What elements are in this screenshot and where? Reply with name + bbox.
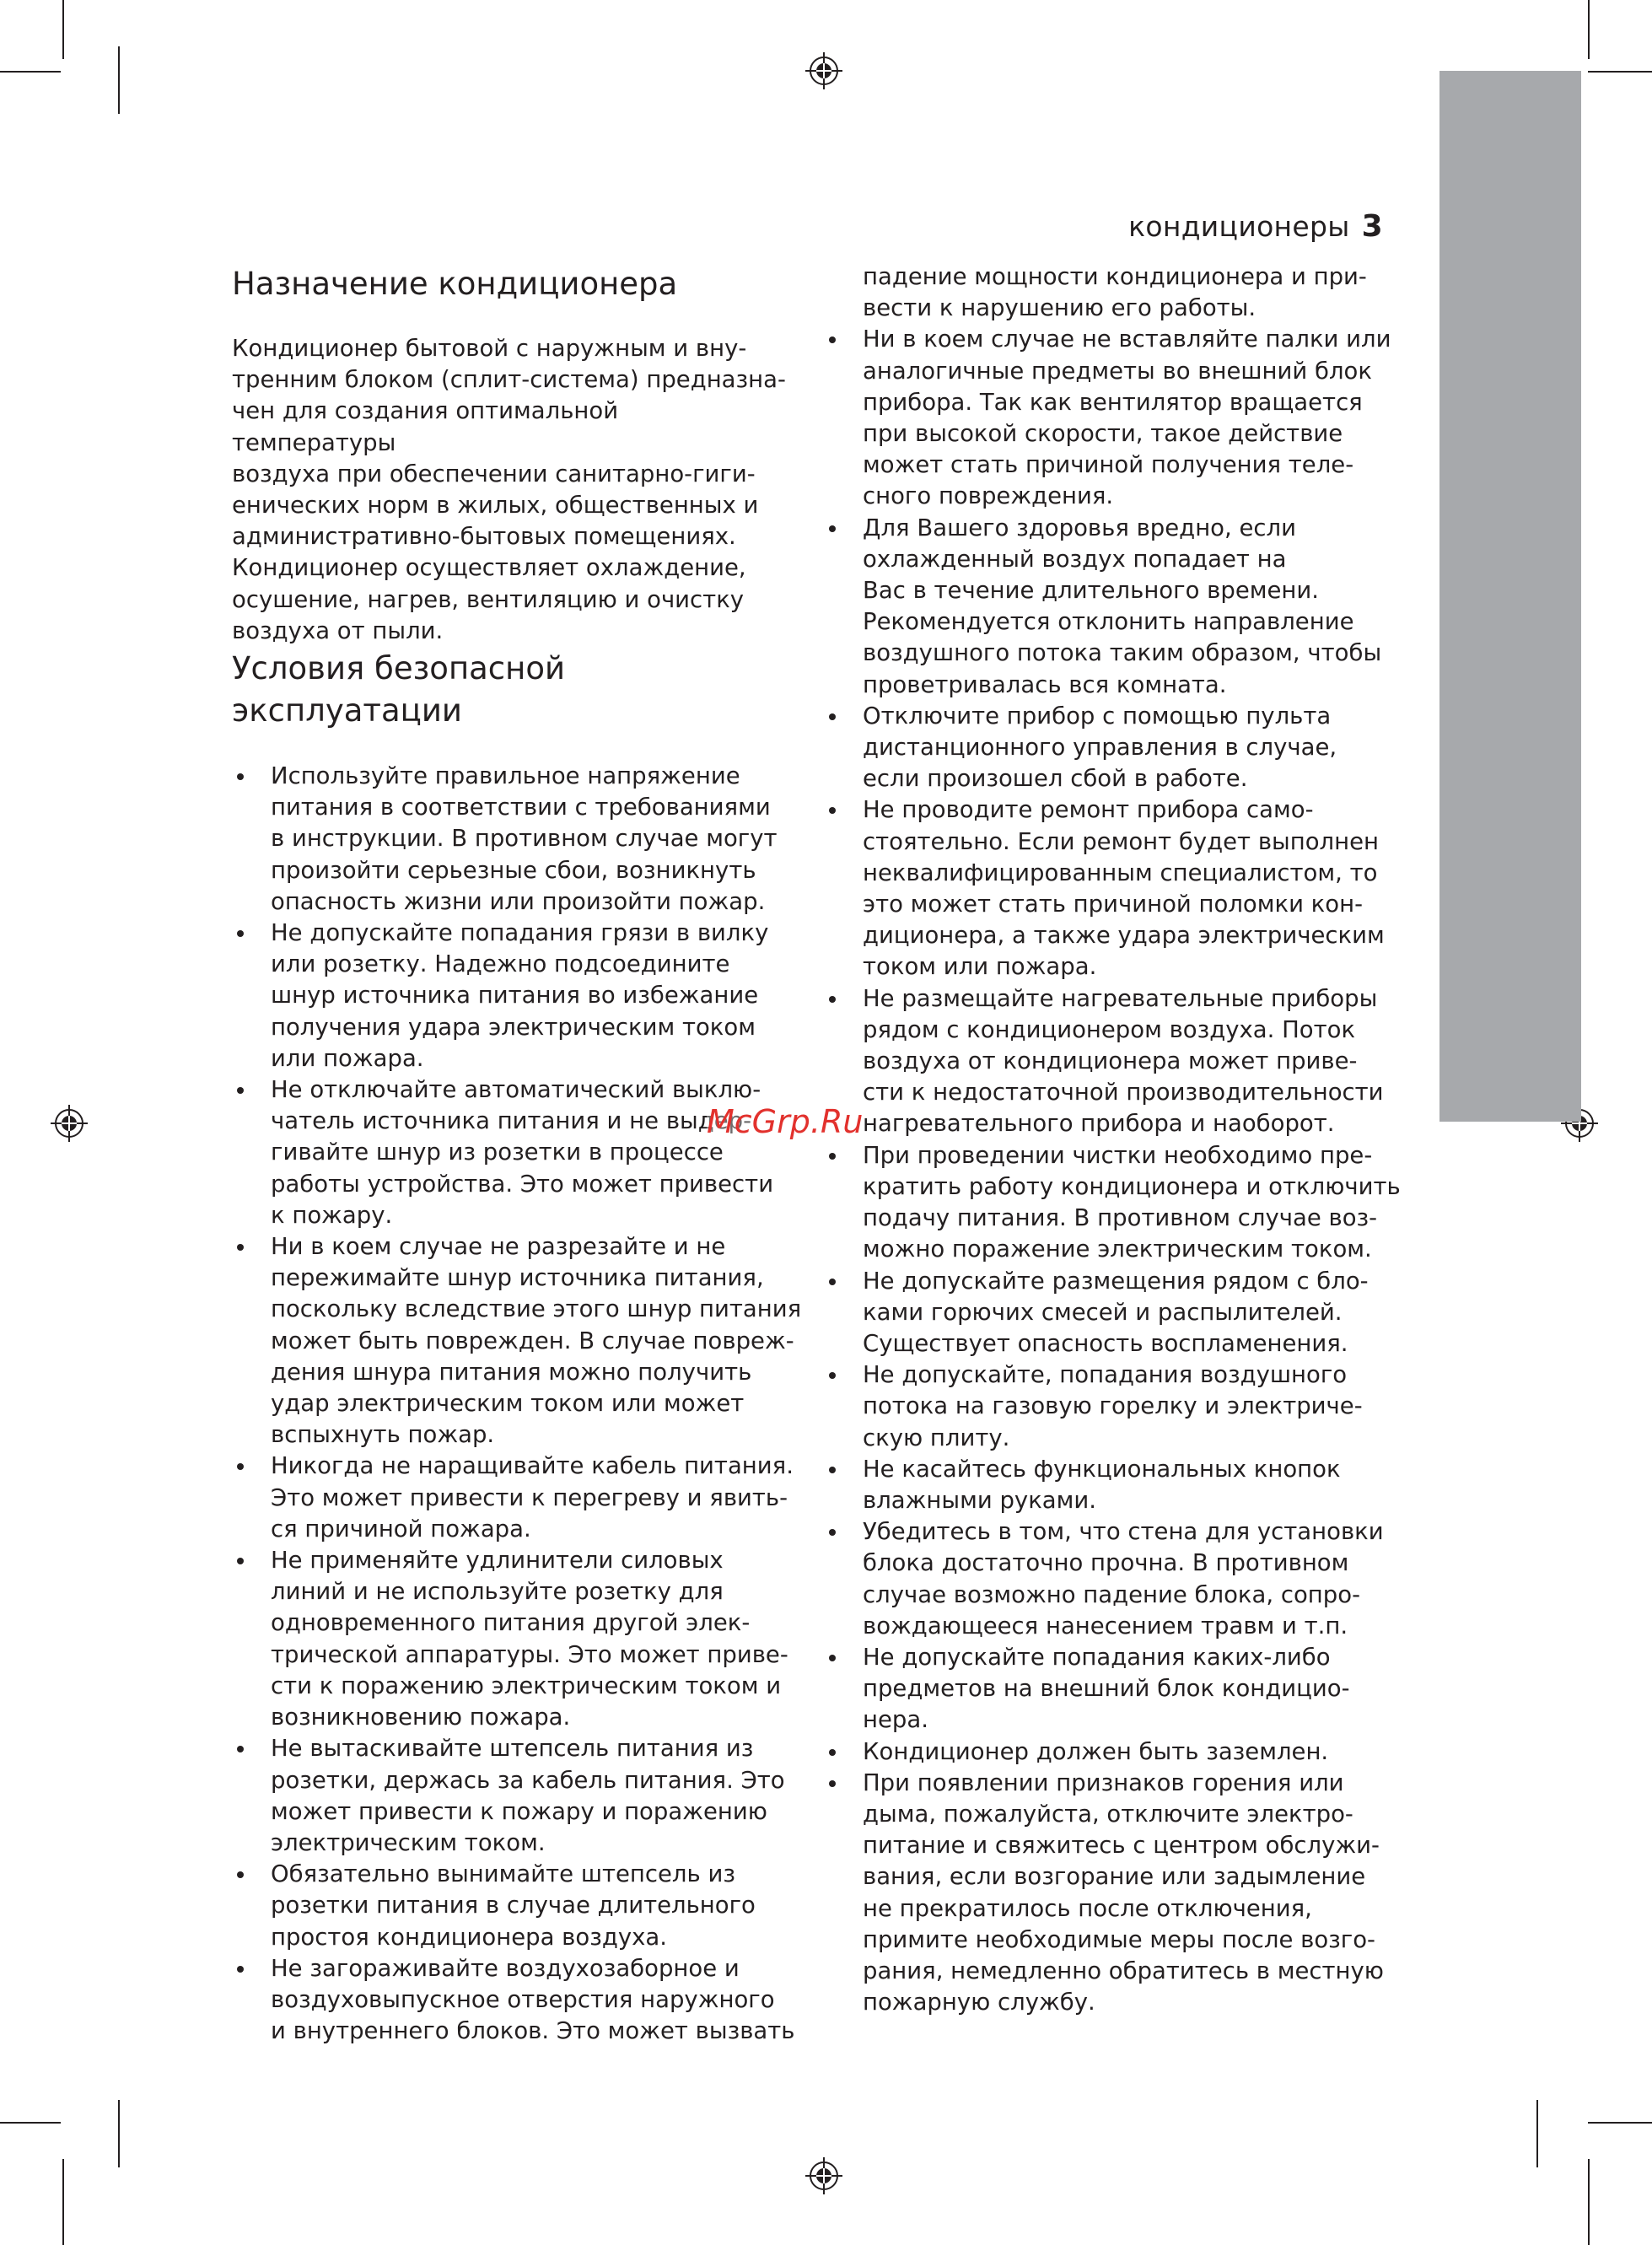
text-line: вания, если возгорание или задымление bbox=[863, 1863, 1366, 1891]
text-line: Не допускайте, попадания воздушного bbox=[863, 1361, 1348, 1389]
text-line: При появлении признаков горения или bbox=[863, 1769, 1344, 1796]
text-line: Кондиционер должен быть заземлен. bbox=[863, 1737, 1329, 1765]
text-line: Не допускайте попадания каких-либо bbox=[863, 1643, 1331, 1671]
text-line: или пожара. bbox=[271, 1044, 424, 1072]
text-line: это может стать причиной поломки кон- bbox=[863, 891, 1364, 918]
section-name: кондиционеры bbox=[1128, 210, 1350, 243]
text-line: воздушного потока таким образом, чтобы bbox=[863, 639, 1382, 667]
text-line: вести к нарушению его работы. bbox=[863, 294, 1256, 322]
text-line: нагревательного прибора и наоборот. bbox=[863, 1110, 1335, 1138]
text-line: воздуха от пыли. bbox=[232, 616, 444, 644]
text-line: дыма, пожалуйста, отключите электро- bbox=[863, 1800, 1353, 1828]
text-line: скую плиту. bbox=[863, 1424, 1010, 1451]
text-line: чатель источника питания и не выдер- bbox=[271, 1107, 752, 1135]
list-item bbox=[824, 1642, 1414, 1736]
list-item bbox=[824, 1359, 1414, 1454]
running-header bbox=[1128, 209, 1383, 244]
text-line: Ни в коем случае не разрезайте и не bbox=[271, 1233, 726, 1261]
crop-mark bbox=[62, 0, 64, 59]
text-line: Отключите прибор с помощью пульта bbox=[863, 702, 1332, 729]
text-line: удар электрическим током или может bbox=[271, 1390, 745, 1418]
crop-mark bbox=[0, 71, 61, 73]
crop-mark bbox=[1588, 71, 1652, 73]
heading-safety-line2: эксплуатации bbox=[232, 692, 462, 729]
text-line: рания, немедленно обратитесь в местную bbox=[863, 1957, 1384, 1984]
list-item-continuation bbox=[824, 261, 1414, 324]
list-item bbox=[232, 1545, 822, 1733]
crop-mark bbox=[1588, 2122, 1652, 2124]
list-item bbox=[232, 1733, 822, 1859]
text-line: питание и свяжитесь с центром обслужи- bbox=[863, 1832, 1380, 1860]
text-line: розетки питания в случае длительного bbox=[271, 1892, 756, 1919]
text-line: Для Вашего здоровья вредно, если bbox=[863, 514, 1296, 541]
text-line: может стать причиной получения теле- bbox=[863, 451, 1354, 479]
safety-list-left bbox=[232, 761, 822, 2047]
crop-mark bbox=[1588, 2159, 1590, 2245]
text-line: сти к недостаточной производительности bbox=[863, 1079, 1384, 1106]
text-line: влажными руками. bbox=[863, 1486, 1097, 1514]
text-line: неквалифицированным специалистом, то bbox=[863, 859, 1378, 886]
heading-purpose: Назначение кондиционера bbox=[232, 266, 678, 302]
list-item bbox=[232, 1953, 822, 2048]
text-line: Не допускайте размещения рядом с бло- bbox=[863, 1267, 1369, 1295]
text-line: предметов на внешний блок кондицио- bbox=[863, 1675, 1350, 1703]
list-item bbox=[824, 1266, 1414, 1360]
list-item bbox=[232, 1074, 822, 1231]
text-line: Вас в течение длительного времени. bbox=[863, 577, 1319, 605]
heading-safety-line1: Условия безопасной bbox=[232, 650, 566, 686]
text-line: Используйте правильное напряжение bbox=[271, 762, 740, 789]
list-item bbox=[824, 794, 1414, 983]
text-line: пережимайте шнур источника питания, bbox=[271, 1264, 764, 1292]
text-line: потока на газовую горелку и электриче- bbox=[863, 1392, 1363, 1420]
text-line: Рекомендуется отклонить направление bbox=[863, 608, 1354, 636]
safety-list-right bbox=[824, 261, 1414, 2018]
list-item bbox=[824, 1736, 1414, 1768]
text-line: ками горючих смесей и распылителей. bbox=[863, 1298, 1343, 1326]
list-item bbox=[824, 1516, 1414, 1642]
text-line: воздуховыпускное отверстия наружного bbox=[271, 1985, 775, 2013]
text-line: сти к поражению электрическим током и bbox=[271, 1672, 782, 1699]
crop-mark bbox=[118, 2100, 120, 2167]
text-line: гивайте шнур из розетки в процессе bbox=[271, 1139, 724, 1166]
text-line: к пожару. bbox=[271, 1201, 393, 1229]
section-thumb-tab bbox=[1439, 71, 1581, 1122]
text-line: тренним блоком (сплит-система) предназна- bbox=[232, 366, 786, 394]
text-line: Ни в коем случае не вставляйте палки или bbox=[863, 326, 1391, 353]
text-line: Обязательно вынимайте штепсель из bbox=[271, 1860, 735, 1888]
text-line: простоя кондиционера воздуха. bbox=[271, 1923, 667, 1951]
text-line: Это может привести к перегреву и явить- bbox=[271, 1483, 788, 1511]
crop-mark bbox=[62, 2159, 64, 2245]
text-line: Существует опасность воспламенения. bbox=[863, 1329, 1348, 1357]
text-line: воздуха при обеспечении санитарно-гиги- bbox=[232, 460, 756, 487]
page-number: 3 bbox=[1361, 209, 1383, 244]
text-line: одновременного питания другой элек- bbox=[271, 1609, 751, 1637]
text-line: можно поражение электрическим током. bbox=[863, 1236, 1372, 1263]
text-line: стоятельно. Если ремонт будет выполнен bbox=[863, 827, 1379, 855]
list-item bbox=[824, 513, 1414, 701]
text-line: не прекратилось после отключения, bbox=[863, 1894, 1312, 1922]
text-line: работы устройства. Это может привести bbox=[271, 1170, 774, 1198]
text-line: Никогда не наращивайте кабель питания. bbox=[271, 1452, 794, 1480]
text-line: аналогичные предметы во внешний блок bbox=[863, 357, 1372, 385]
list-item bbox=[824, 1454, 1414, 1516]
text-line: осушение, нагрев, вентиляцию и очистку bbox=[232, 585, 745, 613]
list-item bbox=[232, 1859, 822, 1953]
text-line: вспыхнуть пожар. bbox=[271, 1421, 495, 1449]
text-line: ся причиной пожара. bbox=[271, 1515, 531, 1542]
text-line: рядом с кондиционером воздуха. Поток bbox=[863, 1015, 1356, 1043]
text-line: произойти серьезные сбои, возникнуть bbox=[271, 856, 756, 884]
text-line: воздуха от кондиционера может приве- bbox=[863, 1047, 1358, 1075]
text-line: Кондиционер осуществляет охлаждение, bbox=[232, 554, 746, 582]
text-line: шнур источника питания во избежание bbox=[271, 982, 759, 1009]
text-line: дения шнура питания можно получить bbox=[271, 1358, 752, 1386]
text-line: Не вытаскивайте штепсель питания из bbox=[271, 1735, 754, 1763]
text-line: розетки, держась за кабель питания. Это bbox=[271, 1766, 785, 1794]
text-line: Не размещайте нагревательные приборы bbox=[863, 984, 1378, 1012]
list-item bbox=[824, 983, 1414, 1140]
text-line: проветривалась вся комната. bbox=[863, 670, 1227, 698]
text-line: При проведении чистки необходимо пре- bbox=[863, 1141, 1373, 1169]
list-item bbox=[824, 1768, 1414, 2019]
text-line: диционера, а также удара электрическим bbox=[863, 922, 1385, 950]
text-line: Не отключайте автоматический выклю- bbox=[271, 1076, 761, 1104]
text-line: трической аппаратуры. Это может приве- bbox=[271, 1640, 788, 1668]
watermark: McGrp.Ru bbox=[707, 1103, 864, 1140]
text-line: случае возможно падение блока, сопро- bbox=[863, 1580, 1360, 1608]
crop-mark bbox=[118, 46, 120, 114]
text-line: блока достаточно прочна. В противном bbox=[863, 1549, 1349, 1577]
text-line: Не применяйте удлинители силовых bbox=[271, 1547, 724, 1575]
text-line: линий и не используйте розетку для bbox=[271, 1578, 724, 1606]
text-line: чен для создания оптимальной температуры bbox=[232, 397, 619, 456]
text-line: Не проводите ремонт прибора само- bbox=[863, 796, 1314, 824]
text-line: подачу питания. В противном случае воз- bbox=[863, 1204, 1378, 1232]
text-line: охлажденный воздух попадает на bbox=[863, 545, 1287, 573]
text-line: поскольку вследствие этого шнур питания bbox=[271, 1295, 802, 1323]
text-line: енических норм в жилых, общественных и bbox=[232, 492, 759, 520]
text-line: Не касайтесь функциональных кнопок bbox=[863, 1455, 1341, 1483]
list-item bbox=[824, 701, 1414, 795]
text-line: в инструкции. В противном случае могут bbox=[271, 825, 778, 853]
text-line: может быть поврежден. В случае повреж- bbox=[271, 1327, 794, 1354]
list-item bbox=[824, 324, 1414, 512]
text-line: дистанционного управления в случае, bbox=[863, 734, 1337, 762]
text-line: возникновению пожара. bbox=[271, 1704, 571, 1731]
text-line: сного повреждения. bbox=[863, 482, 1114, 510]
text-line: или розетку. Надежно подсоедините bbox=[271, 950, 730, 978]
text-line: вождающееся нанесением травм и т.п. bbox=[863, 1612, 1348, 1639]
registration-mark-icon bbox=[805, 52, 842, 89]
text-line: питания в соответствии с требованиями bbox=[271, 794, 771, 821]
text-line: Не допускайте попадания грязи в вилку bbox=[271, 919, 769, 947]
crop-mark bbox=[1588, 0, 1590, 59]
text-line: током или пожара. bbox=[863, 953, 1097, 981]
text-line: опасность жизни или произойти пожар. bbox=[271, 887, 766, 915]
list-item bbox=[232, 1231, 822, 1451]
text-line: Не загораживайте воздухозаборное и bbox=[271, 1954, 740, 1982]
text-line: кратить работу кондиционера и отключить bbox=[863, 1172, 1401, 1200]
text-line: при высокой скорости, такое действие bbox=[863, 420, 1343, 448]
list-item bbox=[824, 1140, 1414, 1266]
text-line: если произошел сбой в работе. bbox=[863, 765, 1248, 793]
list-item bbox=[232, 761, 822, 918]
text-line: может привести к пожару и поражению bbox=[271, 1797, 767, 1825]
crop-mark bbox=[0, 2122, 61, 2124]
purpose-paragraph bbox=[232, 333, 788, 647]
text-line: нера. bbox=[863, 1706, 928, 1734]
crop-mark bbox=[1536, 2100, 1538, 2167]
text-line: электрическим током. bbox=[271, 1828, 546, 1856]
text-line: примите необходимые меры после возго- bbox=[863, 1925, 1375, 1953]
list-item bbox=[232, 918, 822, 1074]
text-line: прибора. Так как вентилятор вращается bbox=[863, 388, 1363, 416]
registration-mark-icon bbox=[51, 1105, 88, 1142]
text-line: Убедитесь в том, что стена для установки bbox=[863, 1518, 1384, 1546]
text-line: падение мощности кондиционера и при- bbox=[863, 263, 1367, 290]
text-line: Кондиционер бытовой с наружным и вну- bbox=[232, 335, 747, 362]
text-line: и внутреннего блоков. Это может вызвать bbox=[271, 2017, 795, 2045]
list-item bbox=[232, 1451, 822, 1545]
heading-safety bbox=[232, 648, 565, 732]
text-line: административно-бытовых помещениях. bbox=[232, 523, 736, 551]
registration-mark-icon bbox=[805, 2157, 842, 2194]
text-line: получения удара электрическим током bbox=[271, 1013, 756, 1041]
text-line: пожарную службу. bbox=[863, 1989, 1095, 2016]
